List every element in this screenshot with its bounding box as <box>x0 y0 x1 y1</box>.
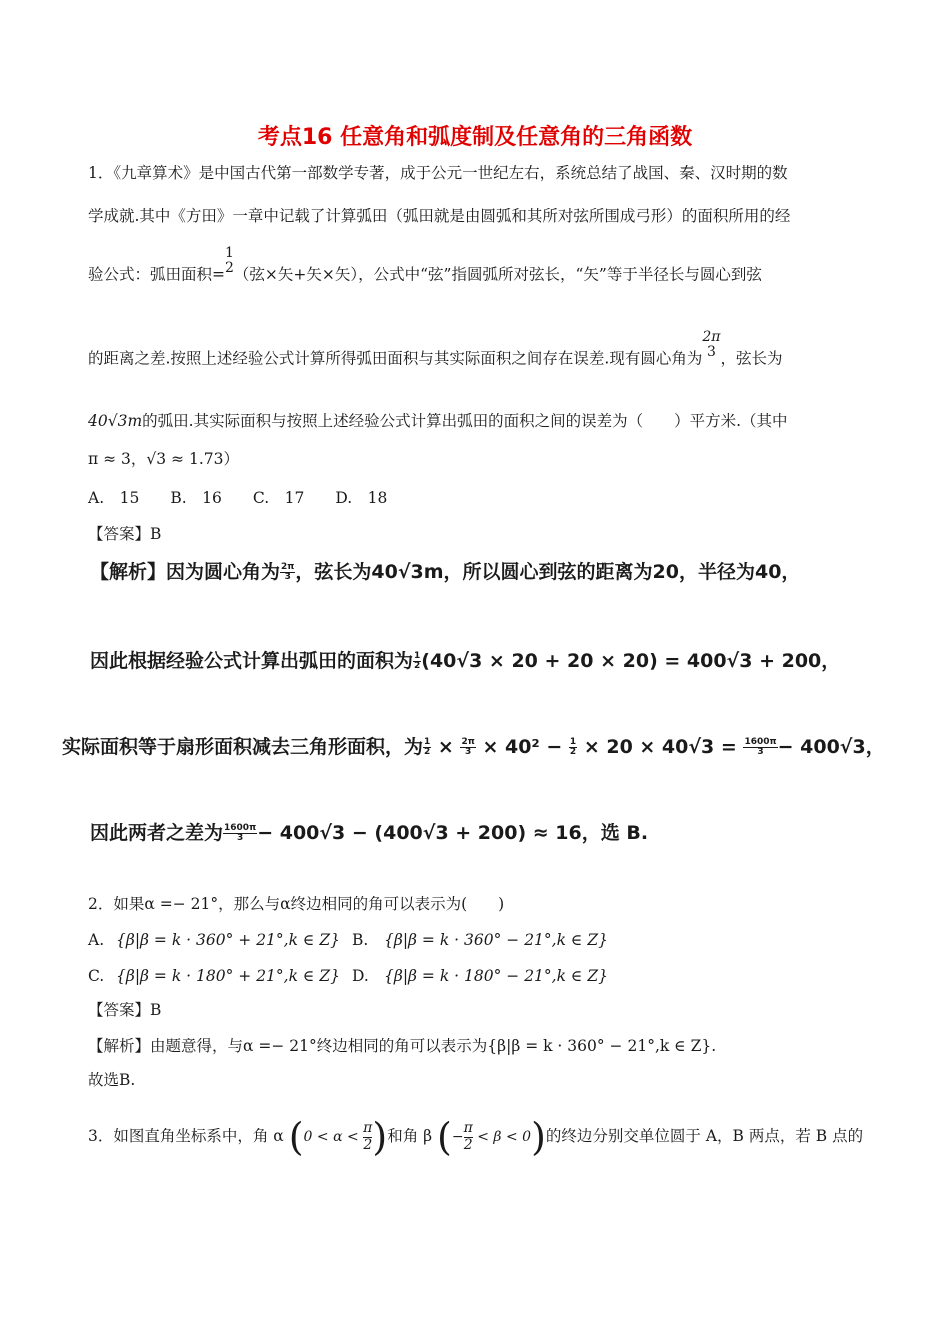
q1-options: A. 15 B. 16 C. 17 D. 18 <box>88 489 388 507</box>
q3-condition-alpha <box>304 1121 373 1153</box>
q1-exp3-text-a: 实际面积等于扇形面积减去三角形面积，为 <box>62 736 424 758</box>
q3-cond2-num: π <box>463 1120 473 1137</box>
q1-exp3-big-den: 3 <box>757 747 764 757</box>
q2-option-a-text: {β|β = k · 360° + 21°,k ∈ Z} <box>116 931 340 949</box>
q3-paren-open-1: ( <box>288 1115 304 1159</box>
q1-exp3-half-b-num: 1 <box>569 737 577 747</box>
q3-cond1-den: 2 <box>363 1136 373 1153</box>
q1-exp4-big-num: 1600π <box>224 823 257 833</box>
page-title: 考点16 任意角和弧度制及任意角的三角函数 <box>257 125 693 150</box>
q2-option-b-label: B. <box>352 931 369 949</box>
q1-exp4-text-a: 因此两者之差为 <box>90 822 224 844</box>
q1-line-6: π ≈ 3，√3 ≈ 1.73） <box>88 450 239 468</box>
q1-exp4-big-den: 3 <box>236 833 244 843</box>
q3-paren-close-2: ) <box>531 1115 546 1159</box>
q1-explanation-line-1 <box>90 562 800 582</box>
q1-exp1-fraction-num: 2π <box>281 562 295 572</box>
q1-angle-fraction <box>702 330 720 361</box>
q1-exp4-big-fraction <box>223 824 257 843</box>
q1-exp3-half-a <box>423 738 431 757</box>
q1-exp3-half-b <box>569 738 577 757</box>
q2-answer: 【答案】B <box>88 1001 162 1019</box>
q1-half-den: 2 <box>225 260 234 277</box>
q1-exp3-text-b: × 40² − <box>482 736 563 758</box>
q3-text-c: 的终边分别交单位圆于 A，B 两点，若 B 点的 <box>545 1127 864 1145</box>
q1-line-3-text-b: （弦×矢+矢×矢），公式中“弦”指圆弧所对弦长，“矢”等于半径长与圆心到弦 <box>233 265 762 284</box>
q2-line-1: 2．如果α =− 21°，那么与α终边相同的角可以表示为( ) <box>88 895 505 913</box>
q1-exp3-half-a-num: 1 <box>424 737 431 747</box>
q3-paren-open-2: ( <box>437 1115 452 1159</box>
q3-cond1-text: 0 < α < <box>303 1129 359 1145</box>
q2-option-d-label: D. <box>352 967 369 985</box>
q2-option-c-text: {β|β = k · 180° + 21°,k ∈ Z} <box>116 967 340 985</box>
q1-explanation-line-3: 实际面积等于扇形面积减去三角形面积，为 $\frac{1}{2}$ × $\frac{2\pi}{3}$ × 40² − $\frac{1}{2}$ × 20 × 40√3 = $\frac{1600\pi}{3}$ − 400√3， <box>62 736 885 758</box>
q1-exp1-text-a: 【解析】因为圆心角为 <box>90 561 281 583</box>
q1-chord-length: 40√3m <box>88 412 143 430</box>
q2-option-a-label: A. <box>88 931 105 949</box>
q1-exp3-big-num: 1600π <box>744 737 777 747</box>
q2-option-a <box>88 930 340 950</box>
q1-exp2-half-den: 2 <box>414 661 421 671</box>
q2-option-c-label: C. <box>88 967 105 985</box>
q3-cond2-minus: − <box>451 1129 464 1145</box>
q2-option-d <box>352 966 608 986</box>
q1-exp3-half-b-den: 2 <box>569 747 577 757</box>
q2-option-d-text: {β|β = k · 180° − 21°,k ∈ Z} <box>384 967 608 985</box>
q3-cond2-text: < β < 0 <box>477 1129 532 1145</box>
q3-cond2-fraction <box>464 1121 473 1153</box>
q3-paren-close-1: ) <box>372 1115 388 1159</box>
q1-line-2: 学成就.其中《方田》一章中记载了计算弧田（弧田就是由圆弧和其所对弦所围成弓形）的面积所用的经 <box>88 207 791 225</box>
q3-cond1-fraction <box>363 1121 372 1153</box>
q1-line-4-text-a: 的距离之差.按照上述经验公式计算所得弧田面积与其实际面积之间存在误差.现有圆心角为 <box>88 349 703 368</box>
q1-line-3-text-a: 验公式：弧田面积= <box>88 265 225 284</box>
q3-cond2-den: 2 <box>463 1136 473 1153</box>
q1-exp3-text-c: × 20 × 40√3 = <box>583 736 737 758</box>
q1-exp1-text-b: ，弦长为40√3m，所以圆心到弦的距离为20，半径为40， <box>295 561 801 583</box>
q1-exp3-half-a-den: 2 <box>424 747 431 757</box>
q1-line-4 <box>88 329 783 375</box>
q1-line-4-text-b: ，弦长为 <box>720 349 783 368</box>
q1-half-num: 1 <box>225 245 234 261</box>
q1-line-5-text: 的弧田.其实际面积与按照上述经验公式计算出弧田的面积之间的误差为（ ）平方米.（其中 <box>142 412 788 430</box>
q1-angle-den: 3 <box>706 344 716 361</box>
q1-exp3-angle-num: 2π <box>461 737 475 747</box>
q1-line-5 <box>88 411 788 431</box>
q2-explanation: 【解析】由题意得，与α =− 21°终边相同的角可以表示为{β|β = k · 360° − 21°,k ∈ Z}. <box>88 1037 717 1055</box>
q1-exp2-text-b: (40√3 × 20 + 20 × 20) = 400√3 + 200， <box>421 650 841 672</box>
q2-option-b-text: {β|β = k · 360° − 21°,k ∈ Z} <box>384 931 608 949</box>
q1-exp3-big-fraction <box>743 738 777 757</box>
q3-cond1-num: π <box>363 1120 373 1137</box>
q2-option-c <box>88 966 340 986</box>
q3-text-a: 3．如图直角坐标系中，角 α <box>88 1127 284 1145</box>
q1-line-3 <box>88 245 762 291</box>
q1-explanation-line-2 <box>90 651 840 671</box>
q1-exp1-fraction-den: 3 <box>284 572 291 582</box>
q1-answer: 【答案】B <box>88 525 162 543</box>
q3-condition-beta <box>452 1121 531 1153</box>
q3-line-1 <box>88 1115 864 1159</box>
q1-angle-num: 2π <box>702 329 721 345</box>
q1-exp3-angle-den: 3 <box>465 747 472 757</box>
q2-option-b <box>352 930 608 950</box>
q1-exp4-text-b: − 400√3 − (400√3 + 200) ≈ 16，选 B. <box>257 822 649 844</box>
q1-exp3-text-d: − 400√3， <box>777 736 885 758</box>
q1-half-fraction <box>225 246 234 277</box>
q2-conclusion: 故选B. <box>88 1071 136 1089</box>
q1-exp2-text-a: 因此根据经验公式计算出弧田的面积为 <box>90 650 414 672</box>
q1-exp1-fraction <box>280 563 295 582</box>
q1-explanation-line-4 <box>90 823 648 843</box>
q1-line-1: 1．《九章算术》是中国古代第一部数学专著，成于公元一世纪左右，系统总结了战国、秦、汉时期的数 <box>88 164 788 182</box>
q1-exp3-angle <box>460 738 475 757</box>
q3-text-b: 和角 β <box>387 1127 433 1145</box>
q1-exp2-half-num: 1 <box>414 651 421 661</box>
